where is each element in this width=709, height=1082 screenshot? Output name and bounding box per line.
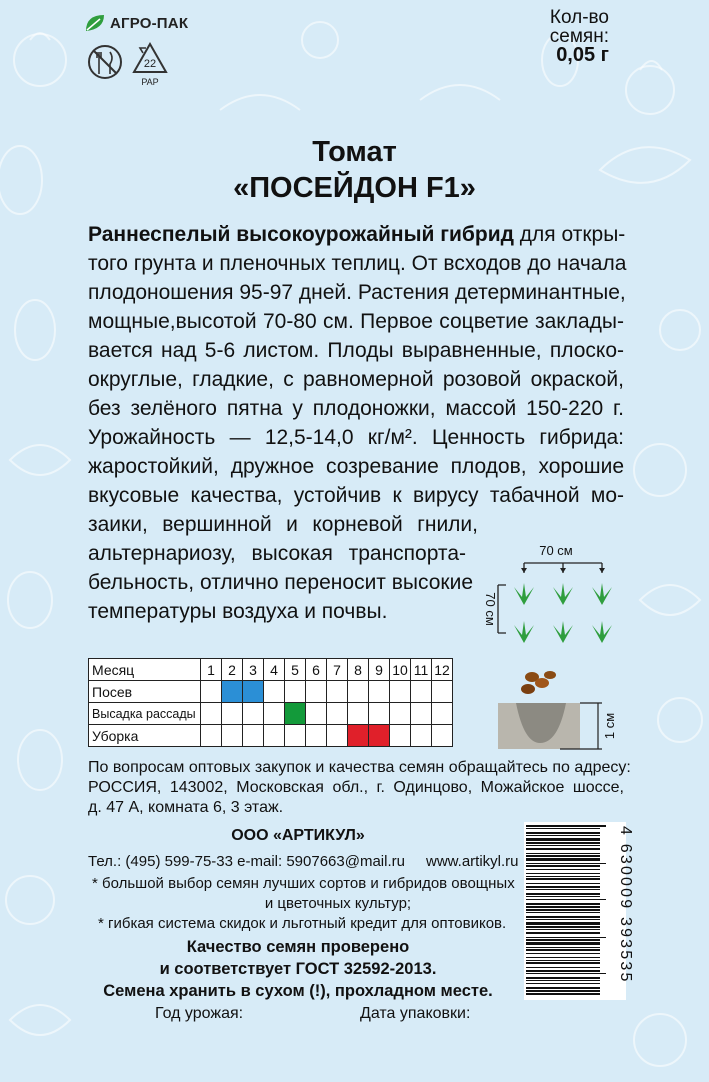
contacts-line: д. 47 А, комната 6, 3 этаж. <box>88 799 284 816</box>
harvest-period-cell <box>369 725 390 747</box>
month-cell: 2 <box>222 659 243 681</box>
calendar-header-row <box>89 659 453 681</box>
company-name: ООО «АРТИКУЛ» <box>231 827 365 844</box>
month-cell: 1 <box>201 659 222 681</box>
barcode-bar <box>526 977 600 979</box>
qty-value: 0,05 г <box>556 44 609 66</box>
description-line: вается над 5-6 листом. Плоды выравненные, плоско- <box>88 339 624 362</box>
barcode-bar <box>526 832 600 834</box>
quality-line: и соответствует ГОСТ 32592-2013. <box>159 960 437 978</box>
barcode-bar <box>526 893 600 895</box>
barcode-bar <box>526 909 600 911</box>
month-cell: 9 <box>369 659 390 681</box>
schema-width-label: 70 см <box>539 543 573 558</box>
storage-line: Семена хранить в сухом (!), прохладном месте. <box>103 982 493 1000</box>
barcode-bar <box>526 873 600 874</box>
barcode-bar <box>526 983 600 984</box>
barcode-bar <box>526 858 600 861</box>
barcode-bar <box>526 962 600 964</box>
barcode-bar <box>526 970 600 972</box>
month-cell: 5 <box>285 659 306 681</box>
row-label: Уборка <box>89 725 201 747</box>
barcode-bar <box>526 967 600 968</box>
barcode-bar <box>526 845 600 846</box>
barcode-bar <box>526 932 600 934</box>
phone-email <box>88 852 519 872</box>
barcode-bar <box>526 828 600 829</box>
description-lead: Раннеспелый высокоурожайный гибрид <box>88 223 514 246</box>
description-line: мощные,высотой 70-80 см. Первое соцветие заклады- <box>88 310 624 333</box>
barcode-bar <box>526 878 600 880</box>
bullet-line: и цветочных культур; <box>264 895 412 912</box>
leaf-logo-icon <box>84 13 106 33</box>
calendar-row-planting <box>89 703 453 725</box>
description-line: Урожайность — 12,5-14,0 кг/м². Ценность гибрида: <box>88 426 624 449</box>
recycle-code: 22 <box>143 58 157 70</box>
barcode-bar <box>526 947 600 948</box>
month-cell: 8 <box>348 659 369 681</box>
quality-line: Качество семян проверено <box>186 938 410 956</box>
calendar-row-sowing <box>89 681 453 703</box>
planting-period-cell <box>285 703 306 725</box>
row-label: Высадка рассады <box>89 703 201 725</box>
phone-email-text: Тел.: (495) 599-75-33 e-mail: 5907663@mail.ru <box>88 853 405 870</box>
barcode-bars <box>524 822 634 1000</box>
barcode-bar <box>526 842 600 844</box>
depth-label: 1 см <box>602 712 617 740</box>
month-cell: 12 <box>432 659 453 681</box>
sowing-period-cell <box>243 681 264 703</box>
month-cell: 6 <box>306 659 327 681</box>
barcode-bar <box>526 980 600 981</box>
barcode-bar <box>526 896 600 897</box>
month-cell: 3 <box>243 659 264 681</box>
barcode-bar <box>526 960 600 961</box>
barcode-bar <box>526 929 600 930</box>
bullet-line: * гибкая система скидок и льготный кредит для оптовиков. <box>98 915 507 932</box>
barcode-bar <box>526 863 606 864</box>
row-label: Посев <box>89 681 201 703</box>
sowing-depth-illustration <box>498 663 628 753</box>
planting-grid-diagram <box>474 543 644 653</box>
brand-name: АГРО-ПАК <box>110 14 189 32</box>
contacts-line: По вопросам оптовых закупок и качества семян обращайтесь по адресу: <box>88 759 631 776</box>
qty-label-2: семян: <box>549 26 609 47</box>
barcode-bar <box>526 937 606 938</box>
barcode-bar <box>526 886 600 888</box>
barcode-bar <box>526 922 600 925</box>
barcode-bar <box>526 939 600 941</box>
planting-schema <box>474 543 644 653</box>
barcode-bar <box>526 838 600 841</box>
bullet-line: * большой выбор семян лучших сортов и гибридов овощных <box>92 875 515 892</box>
barcode <box>524 822 634 1000</box>
company-block <box>88 826 519 1001</box>
barcode-bar <box>526 949 600 951</box>
month-cell: 7 <box>327 659 348 681</box>
description-line: заики, вершинной и корневой гнили, <box>88 513 478 536</box>
contacts-line: РОССИЯ, 143002, Московская обл., г. Одинцово, Можайское шоссе, <box>88 779 624 796</box>
barcode-bar <box>526 953 600 954</box>
barcode-bar <box>526 942 600 945</box>
barcode-digits: 4 630009 393535 <box>617 826 634 984</box>
description-line: округлые, гладкие, с равномерной розовой окраской, <box>88 368 624 391</box>
month-cell: 4 <box>264 659 285 681</box>
sowing-period-cell <box>222 681 243 703</box>
calendar-row-harvest <box>89 725 453 747</box>
website-link[interactable]: www.artikyl.ru <box>426 853 519 870</box>
barcode-bar <box>526 848 600 850</box>
barcode-bar <box>526 926 600 928</box>
barcode-bar <box>526 835 600 836</box>
barcode-bar <box>526 825 606 827</box>
barcode-bar <box>526 903 600 905</box>
seed-depth-diagram <box>498 663 628 753</box>
barcode-bar <box>526 906 600 908</box>
barcode-bar <box>526 889 600 890</box>
description-line: жаростойкий, дружное созревание плодов, хорошие <box>88 455 624 478</box>
crop-name: Томат <box>312 136 397 168</box>
barcode-bar <box>526 865 600 867</box>
harvest-period-cell <box>348 725 369 747</box>
schema-height-label: 70 см <box>483 592 498 626</box>
barcode-bar <box>526 853 600 854</box>
barcode-bar <box>526 916 600 918</box>
month-cell: 10 <box>390 659 411 681</box>
recycle-icon <box>128 40 172 88</box>
barcode-bar <box>526 855 600 857</box>
description-line: вкусовые качества, устойчив к вирусу табачной мо- <box>88 484 624 507</box>
barcode-bar <box>526 919 600 920</box>
barcode-bar <box>526 973 606 974</box>
qty-label-1: Кол-во <box>549 7 609 28</box>
barcode-bar <box>526 869 600 870</box>
barcode-bar <box>526 876 600 877</box>
pack-date-label: Дата упаковки: <box>360 1005 471 1022</box>
barcode-bar <box>526 899 606 900</box>
description-line: бельность, отлично переносит высокие <box>88 571 474 594</box>
brand-logo <box>84 10 188 36</box>
barcode-bar <box>526 987 600 989</box>
description-line: температуры воздуха и почвы. <box>88 600 388 623</box>
barcode-bar <box>526 990 600 992</box>
seed-quantity <box>550 8 609 65</box>
barcode-bar <box>526 883 600 884</box>
description-line: без зелёного пятна у плодоножки, массой 150-220 г. <box>88 397 624 420</box>
month-cell: 11 <box>411 659 432 681</box>
recycle-material: PAP <box>141 77 159 87</box>
description-line: Раннеспелый высокоурожайный гибрид для откры- <box>88 223 626 246</box>
barcode-bar <box>526 957 600 958</box>
barcode-bar <box>526 993 600 995</box>
description-line: альтернариозу, высокая транспорта- <box>88 542 466 565</box>
sowing-calendar <box>88 658 453 747</box>
description-line: того грунта и пленочных теплиц. От всходов до начала <box>88 252 627 275</box>
harvest-year-label: Год урожая: <box>155 1005 244 1022</box>
barcode-bar <box>526 912 600 913</box>
month-header: Месяц <box>89 659 201 681</box>
variety-name: «ПОСЕЙДОН F1» <box>233 172 476 204</box>
description-line: плодоношения 95-97 дней. Растения детерминантные, <box>88 281 626 304</box>
not-for-food-icon <box>86 42 124 82</box>
contacts-block <box>88 758 631 818</box>
